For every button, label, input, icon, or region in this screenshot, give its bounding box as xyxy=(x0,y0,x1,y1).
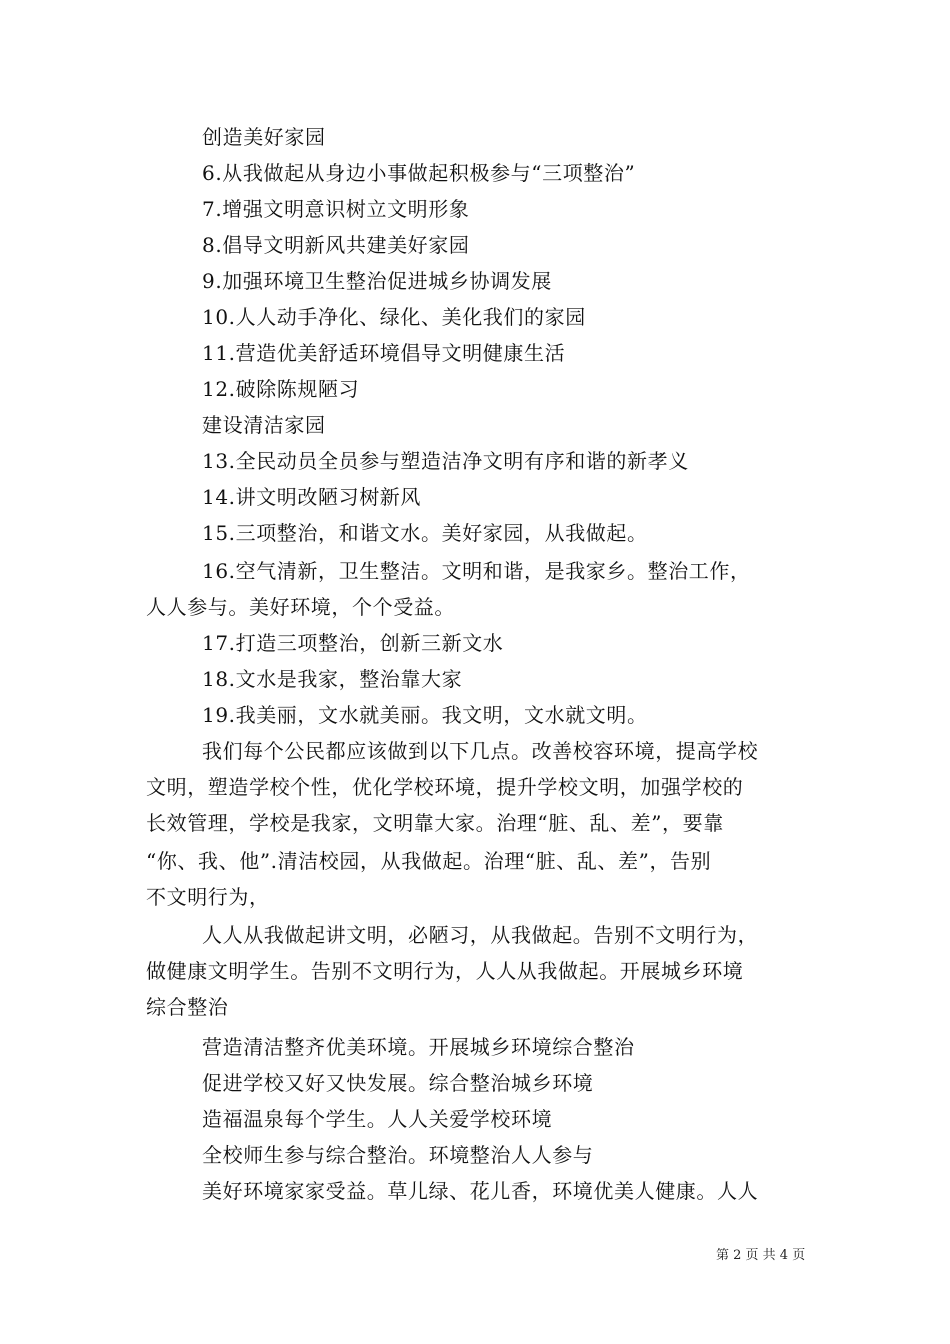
text-line: 不文明行为， xyxy=(146,885,270,909)
text-line: 长效管理，学校是我家，文明靠大家。治理“脏、乱、差”，要靠 xyxy=(146,811,724,835)
text-line: 6.从我做起从身边小事做起积极参与“三项整治” xyxy=(202,161,636,185)
text-line: 13.全民动员全员参与塑造洁净文明有序和谐的新孝义 xyxy=(202,449,689,473)
text-line: 我们每个公民都应该做到以下几点。改善校容环境，提高学校 xyxy=(202,739,759,763)
text-line: 12.破除陈规陋习 xyxy=(202,377,360,401)
text-line: 7.增强文明意识树立文明形象 xyxy=(202,197,470,221)
text-line: 11.营造优美舒适环境倡导文明健康生活 xyxy=(202,341,566,365)
text-line: 16.空气清新，卫生整洁。文明和谐，是我家乡。整治工作， xyxy=(202,559,751,583)
text-line: 美好环境家家受益。草儿绿、花儿香，环境优美人健康。人人 xyxy=(202,1179,759,1203)
text-line: 做健康文明学生。告别不文明行为，人人从我做起。开展城乡环境 xyxy=(146,959,744,983)
text-line: 创造美好家园 xyxy=(202,125,326,149)
text-line: 造福温泉每个学生。人人关爱学校环境 xyxy=(202,1107,553,1131)
text-line: “你、我、他”.清洁校园，从我做起。治理“脏、乱、差”，告别 xyxy=(146,849,712,873)
text-line: 9.加强环境卫生整治促进城乡协调发展 xyxy=(202,269,552,293)
text-line: 建设清洁家园 xyxy=(202,413,326,437)
text-line: 14.讲文明改陋习树新风 xyxy=(202,485,422,509)
text-line: 人人参与。美好环境，个个受益。 xyxy=(146,595,455,619)
text-line: 人人从我做起讲文明，必陋习，从我做起。告别不文明行为， xyxy=(202,923,759,947)
text-line: 营造清洁整齐优美环境。开展城乡环境综合整治 xyxy=(202,1035,635,1059)
text-line: 17.打造三项整治，创新三新文水 xyxy=(202,631,504,655)
text-line: 10.人人动手净化、绿化、美化我们的家园 xyxy=(202,305,586,329)
text-line: 19.我美丽，文水就美丽。我文明，文水就文明。 xyxy=(202,703,648,727)
text-line: 综合整治 xyxy=(146,995,229,1019)
text-line: 促进学校又好又快发展。综合整治城乡环境 xyxy=(202,1071,594,1095)
page-number: 第 2 页 共 4 页 xyxy=(716,1248,806,1263)
text-line: 8.倡导文明新风共建美好家园 xyxy=(202,233,470,257)
text-line: 全校师生参与综合整治。环境整治人人参与 xyxy=(202,1143,594,1167)
text-line: 文明，塑造学校个性，优化学校环境，提升学校文明，加强学校的 xyxy=(146,775,744,799)
text-line: 15.三项整治，和谐文水。美好家园，从我做起。 xyxy=(202,521,648,545)
text-line: 18.文水是我家，整治靠大家 xyxy=(202,667,463,691)
